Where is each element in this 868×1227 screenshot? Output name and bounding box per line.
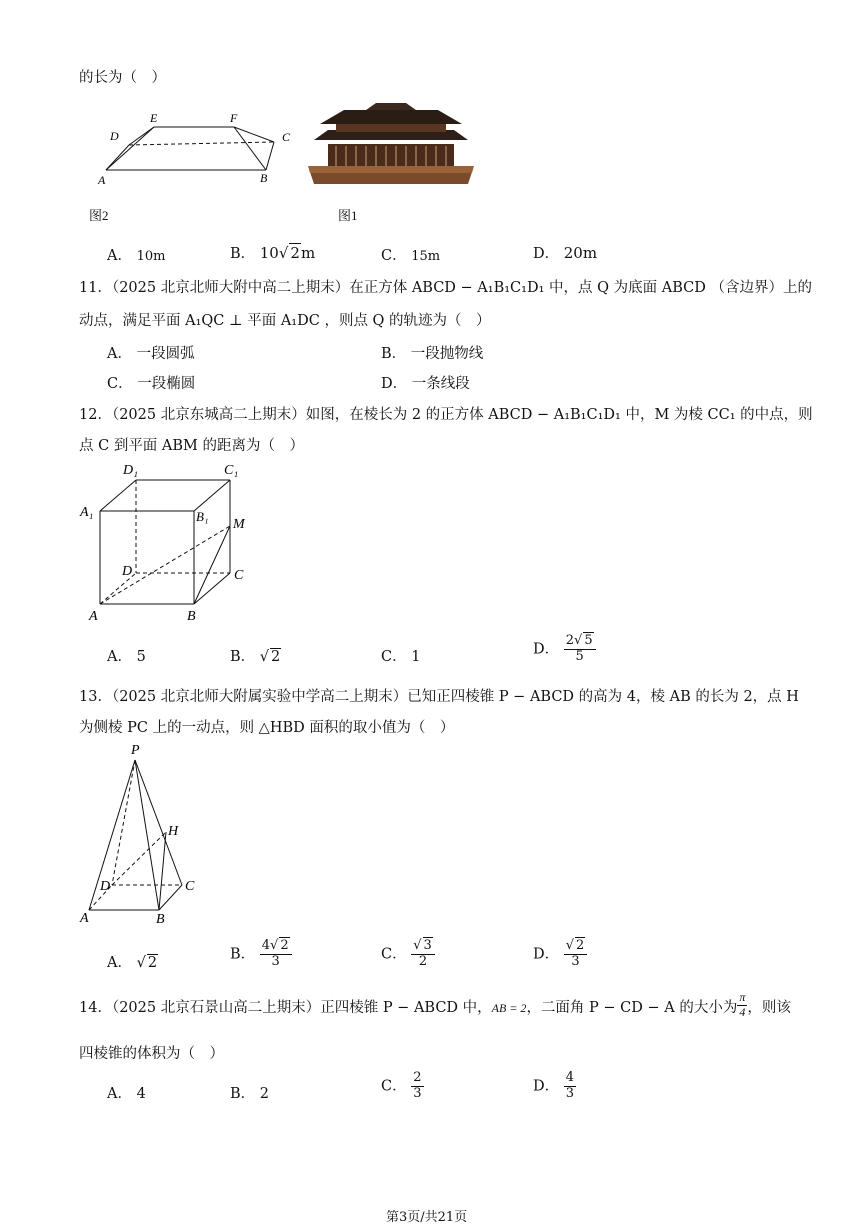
pt-C1: C₁ (224, 463, 239, 478)
pt-D: D (122, 564, 133, 579)
pt-M: M (233, 517, 245, 532)
fig1-caption: 图1 (338, 208, 358, 223)
q10-option-d[interactable]: D． 20m (533, 244, 598, 262)
q12-stem-line1: 12．（2025 北京东城高二上期末）如图，在棱长为 2 的正方体 ABCD − A₁B₁C₁D₁ 中，M 为棱 CC₁ 的中点，则 (79, 407, 813, 423)
q11-option-d[interactable]: D． 一条线段 (381, 376, 470, 392)
pt-D1: D₁ (123, 463, 138, 478)
page-footer: 第3页/共21页 (386, 1210, 468, 1225)
q13-option-b[interactable]: B． $\frac{4√ 2}{3}$ (230, 939, 292, 970)
q11-option-b[interactable]: B． 一段抛物线 (381, 346, 484, 362)
pt-C: C (185, 879, 195, 894)
q10-figure-1-building (306, 100, 476, 194)
q10-option-a[interactable]: A． 10m (107, 248, 166, 264)
fig2-caption: 图2 (89, 208, 109, 223)
pt-A: A (89, 609, 98, 624)
q14-stem-line2: 四棱锥的体积为（ ） (79, 1046, 224, 1062)
q14-option-d[interactable]: D． $\frac{4}{3}$ (533, 1070, 575, 1101)
q14-option-a[interactable]: A． 4 (107, 1086, 146, 1102)
q11-stem-line2: 动点，满足平面 A₁QC ⊥ 平面 A₁DC ，则点 Q 的轨迹为（ ） (79, 313, 491, 329)
q13-option-a[interactable]: A． √ 2 (107, 955, 158, 971)
q10-option-b[interactable]: B． 10√ 2m (230, 244, 316, 262)
q13-pyramid-figure (76, 740, 206, 930)
q10-option-c[interactable]: C． 15m (381, 248, 441, 264)
q12-cube-figure (76, 458, 256, 628)
pt-B: B (260, 171, 268, 185)
q11-stem-line1: 11．（2025 北京北师大附中高二上期末）在正方体 ABCD − A₁B₁C₁D₁ 中，点 Q 为底面 ABCD （含边界）上的 (79, 280, 812, 296)
pt-A1: A₁ (80, 505, 94, 520)
pt-A: A (80, 911, 89, 926)
q13-stem-line1: 13．（2025 北京北师大附属实验中学高二上期末）已知正四棱锥 P − ABCD 的高为 4，棱 AB 的长为 2，点 H (79, 689, 799, 705)
q10-figure-2 (94, 110, 300, 190)
pt-E: E (150, 111, 158, 125)
pt-C: C (234, 568, 244, 583)
pt-B: B (156, 912, 165, 927)
pt-H: H (168, 824, 179, 839)
q14-option-b[interactable]: B． 2 (230, 1086, 269, 1102)
pt-P: P (131, 743, 140, 758)
q11-option-c[interactable]: C． 一段椭圆 (107, 376, 196, 392)
q13-stem-line2: 为侧棱 PC 上的一动点，则 △HBD 面积的取小值为（ ） (79, 720, 455, 736)
q12-option-c[interactable]: C． 1 (381, 649, 421, 665)
q13-option-c[interactable]: C． $\frac{√ 3}{2}$ (381, 939, 435, 970)
q12-option-a[interactable]: A． 5 (107, 649, 146, 665)
q13-option-d[interactable]: D． $\frac{√ 2}{3}$ (533, 939, 587, 970)
q14-stem-line1: 14．（2025 北京石景山高二上期末）正四棱锥 P − ABCD 中，AB = 2，二面角 P − CD − A 的大小为 $\frac{\pi}{4}$ ，则该 (79, 989, 791, 1019)
q12-option-b[interactable]: B． √ 2 (230, 649, 281, 665)
pt-D: D (110, 129, 119, 143)
pt-F: F (230, 111, 238, 125)
q10-tail: 的长为（ ） (79, 70, 166, 86)
q11-option-a[interactable]: A． 一段圆弧 (107, 346, 195, 362)
q14-option-c[interactable]: C． $\frac{2}{3}$ (381, 1070, 422, 1101)
pt-C: C (282, 130, 291, 144)
pt-A: A (98, 173, 106, 187)
pt-D: D (100, 879, 111, 894)
pt-B1: B₁ (196, 509, 209, 524)
q12-stem-line2: 点 C 到平面 ABM 的距离为（ ） (79, 438, 305, 454)
q12-option-d[interactable]: D． $\frac{2√ 5}{5}$ (533, 634, 596, 665)
pt-B: B (187, 609, 196, 624)
